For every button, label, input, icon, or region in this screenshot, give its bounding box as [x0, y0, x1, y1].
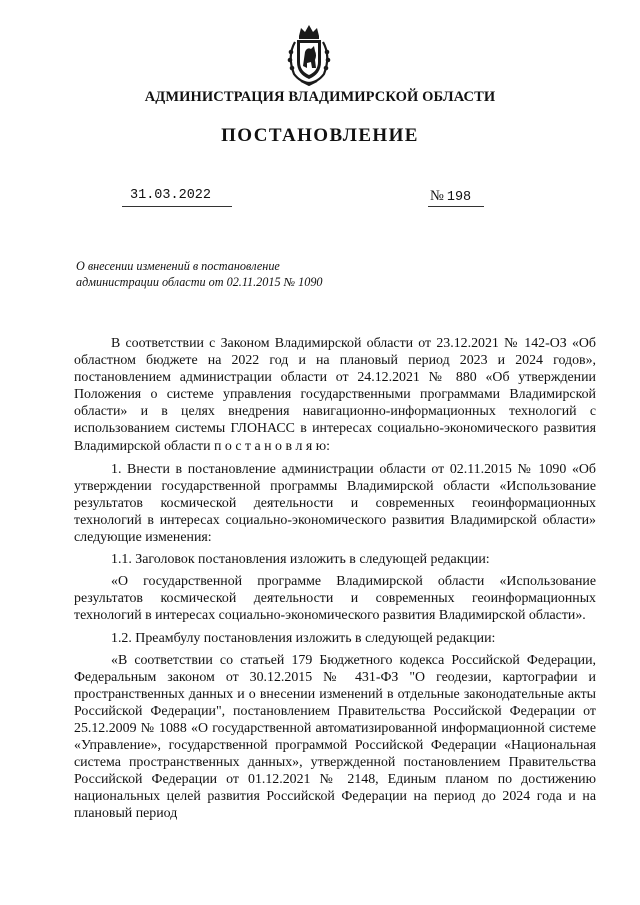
document-date: 31.03.2022	[130, 188, 212, 203]
number-sign: №	[430, 188, 444, 204]
document-body	[74, 335, 596, 829]
paragraph-item-1-1-text: «О государственной программе Владимирской области «Использование результатов космической деятельности и современных геоинформационных технологий в интересах социально-экономического развития Владимирской области».	[74, 574, 596, 624]
document-subject: О внесении изменений в постановление администрации области от 02.11.2015 № 1090	[76, 259, 323, 289]
date-underline	[122, 206, 232, 207]
number-underline	[428, 206, 484, 207]
paragraph-item-1-1: 1.1. Заголовок постановления изложить в следующей редакции:	[111, 552, 490, 568]
organization-title: АДМИНИСТРАЦИЯ ВЛАДИМИРСКОЙ ОБЛАСТИ	[144, 89, 496, 105]
paragraph-preamble: В соответствии с Законом Владимирской области от 23.12.2021 № 142-ОЗ «Об областном бюджете на 2022 год и на плановый период 2023 и 2024 годов», постановлением администрации области от 24.12.2021 № 880 «Об утверждении Положения о системе управления государственными программами Владимирской области» и в целях внедрения навигационно-информационных технологий с использованием системы ГЛОНАСС в интересах социально-экономического развития Владимирской области п о с т а н о в л я ю:	[74, 336, 596, 454]
number-value: 198	[446, 190, 472, 205]
paragraph-item-1: 1. Внести в постановление администрации области от 02.11.2015 № 1090 «Об утверждении государственной программы Владимирской области «Использование результатов космической деятельности и современных геоинформационных технологий в интересах социально-экономического развития Владимирской области» следующие изменения:	[74, 461, 596, 546]
document-number	[430, 188, 471, 205]
paragraph-item-1-2-text: «В соответствии со статьей 179 Бюджетного кодекса Российской Федерации, Федеральным законом от 30.12.2015 № 431-ФЗ "О геодезии, картографии и пространственных данных и о внесении изменений в отдельные законодательные акты Российской Федерации", постановлением Правительства Российской Федерации от 25.12.2009 № 1088 «О государственной автоматизированной информационной системе «Управление», государственной программой Российской Федерации «Национальная система пространственных данных», утвержденной постановлением Правительства Российской Федерации от 01.12.2021 № 2148, Единым планом по достижению национальных целей развития Российской Федерации на период до 2024 года и на плановый период	[74, 652, 596, 822]
document-type-title: ПОСТАНОВЛЕНИЕ	[221, 125, 419, 146]
coat-of-arms-icon	[283, 22, 335, 86]
paragraph-item-1-2: 1.2. Преамбулу постановления изложить в следующей редакции:	[111, 630, 496, 646]
